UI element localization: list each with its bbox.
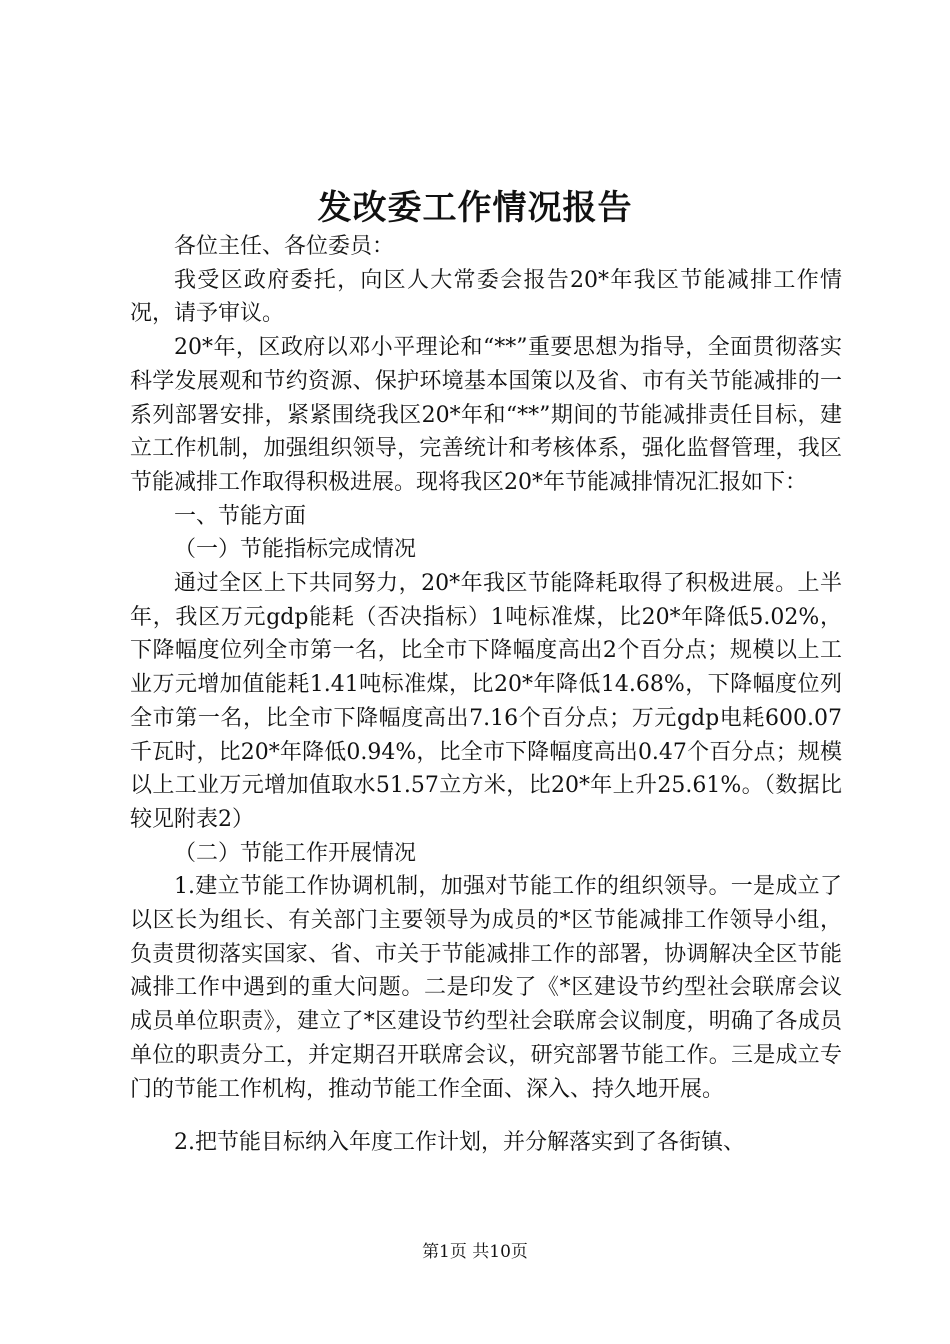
- subsection-heading-indicators: （一）节能指标完成情况: [174, 537, 417, 563]
- paragraph-indicators: 通过全区上下共同努力，20*年我区节能降耗取得了积极进展。上半年，我区万元gdp能耗（否决指标）1吨标准煤，比20*年降低5.02%，下降幅度位列全市第一名，比全市下降幅度高出2个百分点；规模以上工业万元增加值能耗1.41吨标准煤，比20*年降低14.68%，下降幅度位列全市第一名，比全市下降幅度高出7.16个百分点；万元gdp电耗600.07千瓦时，比20*年降低0.94%，比全市下降幅度高出0.47个百分点；规模以上工业万元增加值取水51.57立方米，比20*年上升25.61%。（数据比较见附表2）: [130, 571, 842, 832]
- salutation: 各位主任、各位委员：: [174, 234, 395, 259]
- document-body: [130, 230, 842, 1160]
- paragraph-overview: 20*年，区政府以邓小平理论和“**”重要思想为指导，全面贯彻落实科学发展观和节约资源、保护环境基本国策以及省、市有关节能减排的一系列部署安排，紧紧围绕我区20*年和“**”期间的节能减排责任目标，建立工作机制，加强组织领导，完善统计和考核体系，强化监督管理，我区节能减排工作取得积极进展。现将我区20*年节能减排情况汇报如下：: [130, 335, 842, 495]
- paragraph-intro: 我受区政府委托，向区人大常委会报告20*年我区节能减排工作情况，请予审议。: [130, 267, 842, 327]
- paragraph-mechanism: 1.建立节能工作协调机制，加强对节能工作的组织领导。一是成立了以区长为组长、有关部门主要领导为成员的*区节能减排工作领导小组，负责贯彻落实国家、省、市关于节能减排工作的部署，协调解决全区节能减排工作中遇到的重大问题。二是印发了《*区建设节约型社会联席会议成员单位职责》，建立了*区建设节约型社会联席会议制度，明确了各成员单位的职责分工，并定期召开联席会议，研究部署节能工作。三是成立专门的节能工作机构，推动节能工作全面、深入、持久地开展。: [130, 874, 842, 1102]
- section-heading-energy: 一、节能方面: [174, 503, 307, 529]
- subsection-heading-work: （二）节能工作开展情况: [174, 840, 417, 866]
- document-title: 发改委工作情况报告: [317, 188, 633, 228]
- page-number: 第1页 共10页: [422, 1242, 528, 1262]
- paragraph-targets: 2.把节能目标纳入年度工作计划，并分解落实到了各街镇、: [174, 1130, 745, 1156]
